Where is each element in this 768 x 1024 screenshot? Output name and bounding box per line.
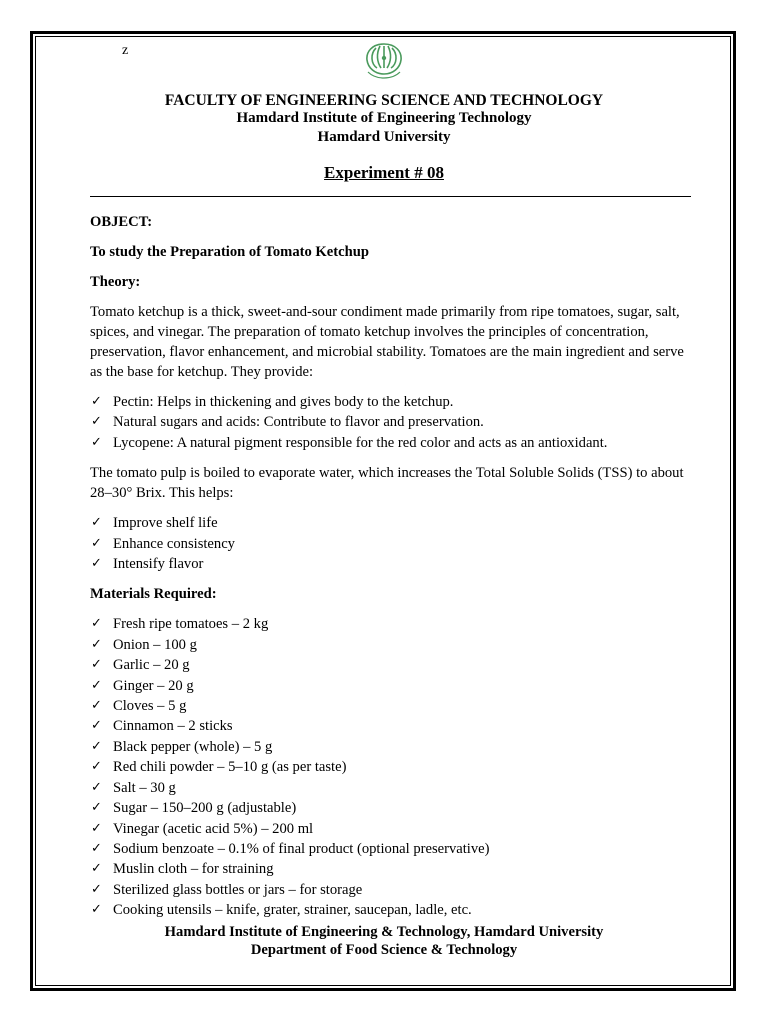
boiling-paragraph: The tomato pulp is boiled to evaporate water, which increases the Total Soluble Solids (TSS) to about 28–30° Brix. This helps: — [90, 465, 684, 502]
university-logo — [358, 38, 410, 82]
list-item: ✓ Sodium benzoate – 0.1% of final product (optional preservative) — [90, 839, 684, 859]
list-item: ✓ Salt – 30 g — [90, 778, 684, 798]
checkmark-icon: ✓ — [91, 394, 102, 409]
experiment-title — [90, 163, 678, 183]
footer-department: Department of Food Science & Technology — [250, 942, 518, 958]
checkmark-icon: ✓ — [91, 738, 102, 754]
theory-paragraph: Tomato ketchup is a thick, sweet-and-sour condiment made primarily from ripe tomatoes, sugar, salt, spices, and vinegar. The preparation of tomato ketchup involves the principles of concentration, preservation, flavor enhancement, and microbial stability. Tomatoes are the main ingredient and serve as the base for ketchup. They provide: — [90, 304, 684, 380]
list-item: ✓ Garlic – 20 g — [90, 655, 684, 675]
checkmark-icon: ✓ — [91, 616, 102, 632]
checkmark-icon: ✓ — [91, 779, 102, 795]
checkmark-icon: ✓ — [91, 698, 102, 714]
checkmark-icon: ✓ — [91, 840, 102, 856]
list-item: ✓ Lycopene: A natural pigment responsible for the red color and acts as an antioxidant. — [90, 433, 684, 453]
list-item: ✓ Muslin cloth – for straining — [90, 859, 684, 879]
checkmark-icon: ✓ — [91, 861, 102, 877]
checkmark-icon: ✓ — [91, 636, 102, 652]
list-item: ✓ Vinegar (acetic acid 5%) – 200 ml — [90, 819, 684, 839]
list-item: ✓ Natural sugars and acids: Contribute to flavor and preservation. — [90, 412, 684, 432]
theory-label: Theory: — [90, 274, 141, 290]
list-item: ✓ Cinnamon – 2 sticks — [90, 716, 684, 736]
checkmark-icon: ✓ — [91, 434, 102, 450]
list-item: ✓ Cloves – 5 g — [90, 696, 684, 716]
object-label: OBJECT: — [90, 214, 153, 230]
checkmark-icon: ✓ — [91, 800, 102, 816]
header-divider — [90, 196, 691, 197]
checkmark-icon: ✓ — [91, 902, 102, 918]
object-text: To study the Preparation of Tomato Ketchup — [90, 244, 369, 260]
list-item: ✓ Enhance consistency — [90, 534, 684, 554]
list-item: ✓ Black pepper (whole) – 5 g — [90, 737, 684, 757]
provides-list — [90, 392, 684, 453]
institute-heading: Hamdard Institute of Engineering Technology — [236, 110, 532, 126]
checkmark-icon: ✓ — [91, 718, 102, 734]
checkmark-icon: ✓ — [91, 535, 102, 551]
materials-list — [90, 614, 684, 920]
university-heading: Hamdard University — [317, 129, 451, 145]
checkmark-icon: ✓ — [91, 759, 102, 775]
list-item: ✓ Cooking utensils – knife, grater, strainer, saucepan, ladle, etc. — [90, 900, 684, 920]
experiment-title-text: Experiment # 08 — [324, 163, 444, 182]
checkmark-icon: ✓ — [91, 414, 102, 430]
list-item: ✓ Red chili powder – 5–10 g (as per taste) — [90, 757, 684, 777]
footer-institute: Hamdard Institute of Engineering & Technology, Hamdard University — [164, 924, 604, 940]
list-item: ✓ Sugar – 150–200 g (adjustable) — [90, 798, 684, 818]
list-item: ✓ Intensify flavor — [90, 554, 684, 574]
list-item: ✓ Sterilized glass bottles or jars – for storage — [90, 880, 684, 900]
checkmark-icon: ✓ — [91, 515, 102, 531]
stray-mark: z — [122, 43, 129, 58]
checkmark-icon: ✓ — [91, 820, 102, 836]
list-item: ✓ Improve shelf life — [90, 513, 684, 533]
materials-label: Materials Required: — [90, 586, 217, 603]
checkmark-icon: ✓ — [91, 677, 102, 693]
list-item: ✓ Ginger – 20 g — [90, 676, 684, 696]
list-item: ✓ Pectin: Helps in thickening and gives body to the ketchup. — [90, 392, 684, 412]
faculty-heading: FACULTY OF ENGINEERING SCIENCE AND TECHNOLOGY — [164, 92, 604, 109]
document-body — [90, 212, 684, 931]
checkmark-icon: ✓ — [91, 657, 102, 673]
checkmark-icon: ✓ — [91, 556, 102, 572]
checkmark-icon: ✓ — [91, 881, 102, 897]
list-item: ✓ Onion – 100 g — [90, 635, 684, 655]
helps-list — [90, 513, 684, 574]
list-item: ✓ Fresh ripe tomatoes – 2 kg — [90, 614, 684, 634]
